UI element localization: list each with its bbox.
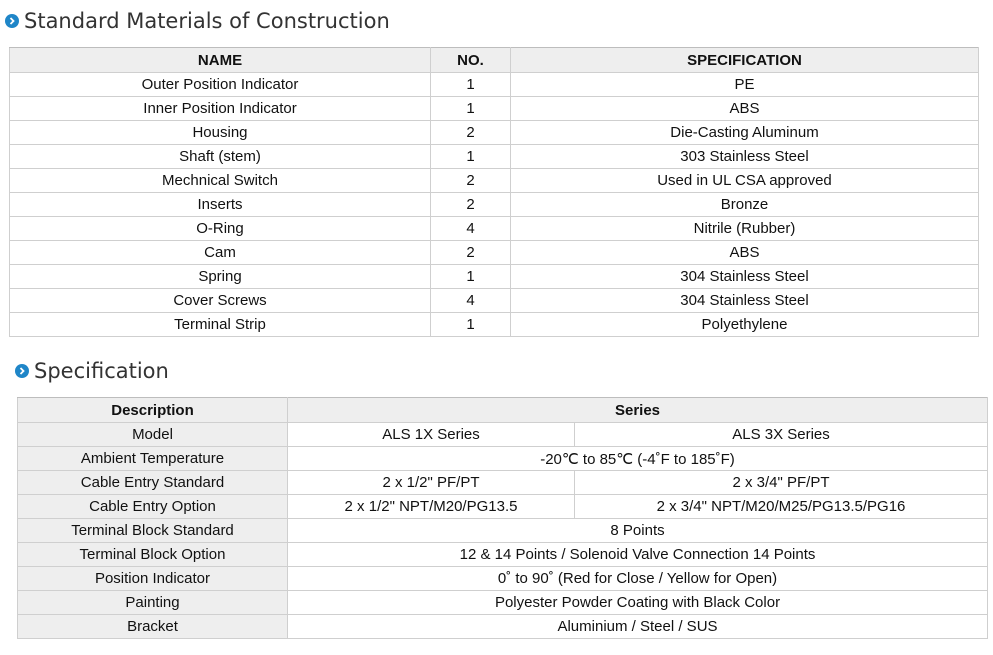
cell-series-value: 2 x 3/4" PF/PT [575,471,988,495]
table-row [10,169,979,193]
cell-specification: Polyethylene [511,313,979,337]
table-row [18,447,988,471]
cell-name: Spring [10,265,431,289]
table-row [10,313,979,337]
cell-name: O-Ring [10,217,431,241]
table-row [18,423,988,447]
cell-name: Cover Screws [10,289,431,313]
header-specification: SPECIFICATION [511,48,979,73]
header-no: NO. [431,48,511,73]
cell-no: 4 [431,217,511,241]
table-row [10,121,979,145]
cell-series-value: 0˚ to 90˚ (Red for Close / Yellow for Open) [288,567,988,591]
table-row [18,519,988,543]
table-row [10,289,979,313]
cell-no: 1 [431,145,511,169]
table-row [18,615,988,639]
cell-series-value: 12 & 14 Points / Solenoid Valve Connection 14 Points [288,543,988,567]
cell-name: Shaft (stem) [10,145,431,169]
cell-series-value: 2 x 1/2" NPT/M20/PG13.5 [288,495,575,519]
cell-series-value: 2 x 1/2" PF/PT [288,471,575,495]
cell-no: 4 [431,289,511,313]
table-row [10,193,979,217]
cell-series-value: Polyester Powder Coating with Black Color [288,591,988,615]
cell-name: Mechnical Switch [10,169,431,193]
cell-specification: 304 Stainless Steel [511,289,979,313]
cell-no: 1 [431,265,511,289]
cell-no: 1 [431,73,511,97]
table-row [10,73,979,97]
cell-specification: ABS [511,97,979,121]
cell-specification: Nitrile (Rubber) [511,217,979,241]
table-row [10,265,979,289]
materials-section-title [5,9,390,33]
header-series: Series [288,398,988,423]
cell-no: 2 [431,241,511,265]
table-row [10,97,979,121]
chevron-right-circle-icon [15,364,29,378]
cell-series-value: Aluminium / Steel / SUS [288,615,988,639]
specification-header-row [18,398,988,423]
materials-header-row [10,48,979,73]
cell-description: Model [18,423,288,447]
chevron-right-circle-icon [5,14,19,28]
cell-no: 2 [431,193,511,217]
cell-description: Position Indicator [18,567,288,591]
cell-name: Outer Position Indicator [10,73,431,97]
cell-description: Painting [18,591,288,615]
cell-name: Cam [10,241,431,265]
cell-specification: 304 Stainless Steel [511,265,979,289]
cell-specification: Used in UL CSA approved [511,169,979,193]
table-row [10,217,979,241]
specification-section-title [15,359,169,383]
table-row [18,591,988,615]
specification-title: Specification [34,359,169,383]
materials-table [9,47,979,337]
cell-series-value: 2 x 3/4" NPT/M20/M25/PG13.5/PG16 [575,495,988,519]
cell-series-value: -20℃ to 85℃ (-4˚F to 185˚F) [288,447,988,471]
cell-specification: PE [511,73,979,97]
cell-specification: 303 Stainless Steel [511,145,979,169]
cell-no: 1 [431,97,511,121]
cell-name: Inner Position Indicator [10,97,431,121]
cell-description: Bracket [18,615,288,639]
cell-specification: Bronze [511,193,979,217]
cell-name: Housing [10,121,431,145]
cell-description: Cable Entry Option [18,495,288,519]
table-row [18,471,988,495]
cell-name: Inserts [10,193,431,217]
cell-no: 2 [431,169,511,193]
cell-series-value: 8 Points [288,519,988,543]
cell-no: 1 [431,313,511,337]
table-row [18,543,988,567]
cell-description: Ambient Temperature [18,447,288,471]
table-row [10,145,979,169]
table-row [18,495,988,519]
cell-description: Terminal Block Option [18,543,288,567]
cell-name: Terminal Strip [10,313,431,337]
table-row [18,567,988,591]
cell-specification: Die-Casting Aluminum [511,121,979,145]
specification-table [17,397,988,639]
table-row [10,241,979,265]
cell-series-value: ALS 3X Series [575,423,988,447]
cell-description: Terminal Block Standard [18,519,288,543]
materials-title: Standard Materials of Construction [24,9,390,33]
cell-specification: ABS [511,241,979,265]
header-description: Description [18,398,288,423]
cell-series-value: ALS 1X Series [288,423,575,447]
header-name: NAME [10,48,431,73]
cell-no: 2 [431,121,511,145]
cell-description: Cable Entry Standard [18,471,288,495]
